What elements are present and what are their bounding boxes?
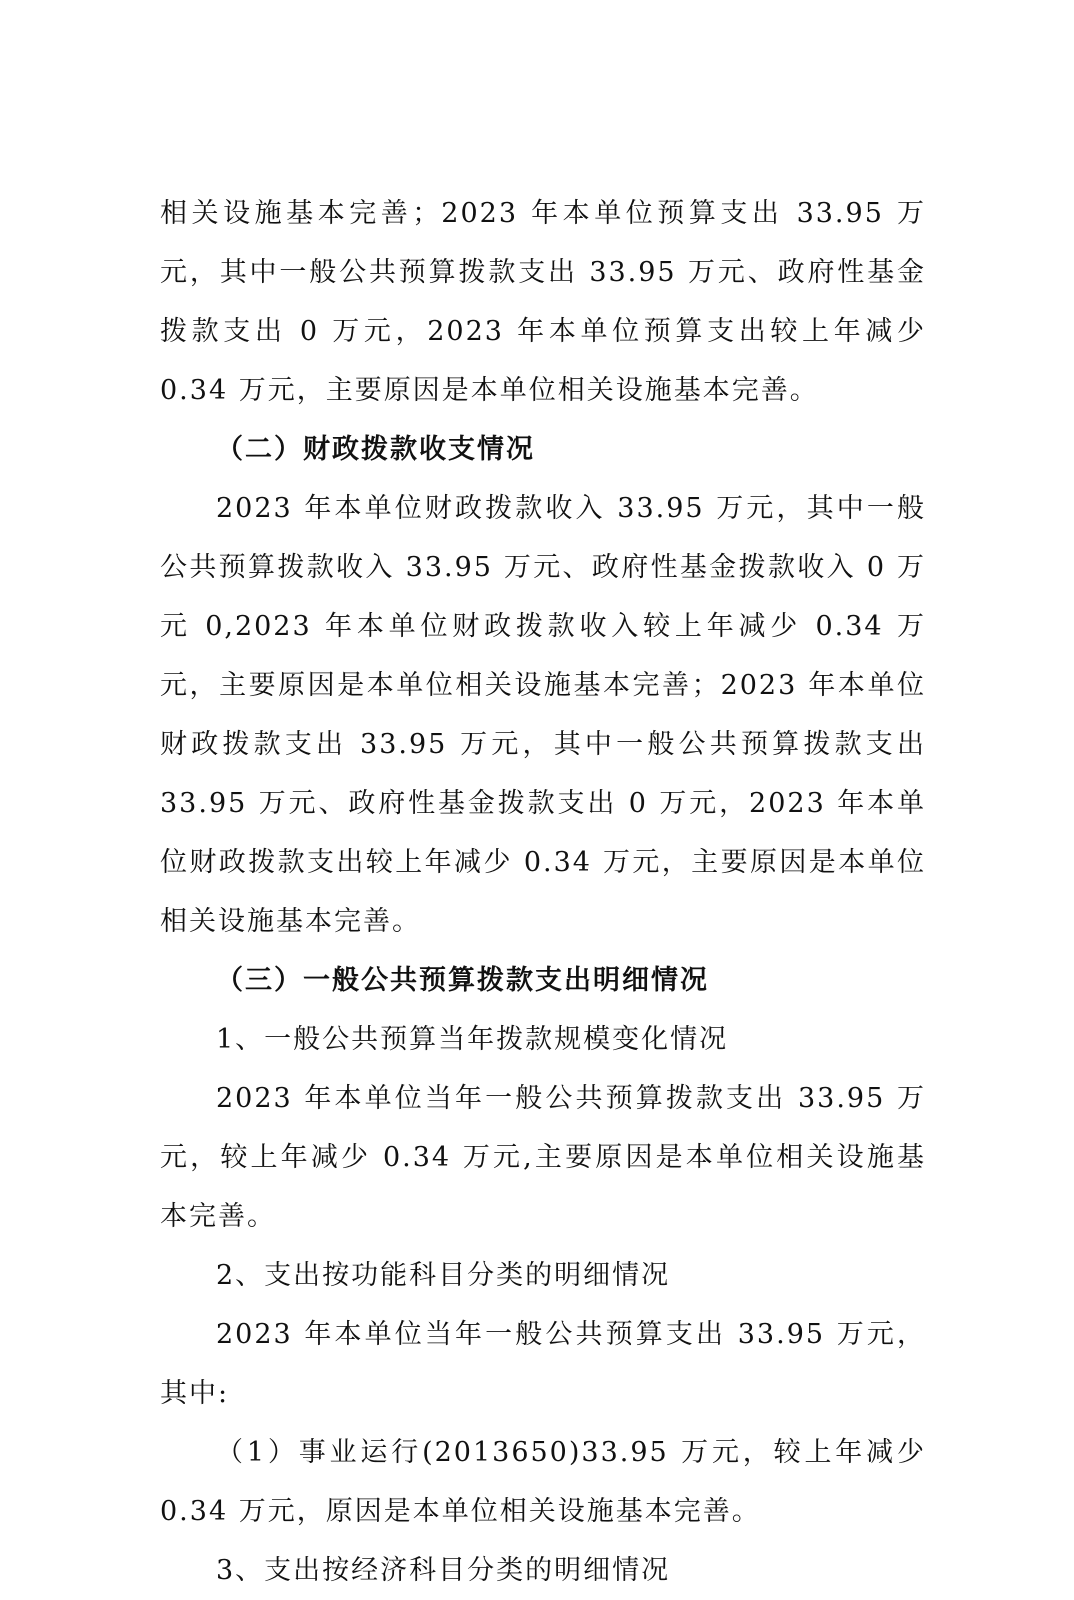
subheading-functional-classification: 2、支出按功能科目分类的明细情况	[216, 1260, 671, 1291]
subheading-economic-classification: 3、支出按经济科目分类的明细情况	[216, 1555, 671, 1586]
paragraph-budget-expenditure: 相关设施基本完善；2023 年本单位预算支出 33.95 万元，其中一般公共预算拨款支出 33.95 万元、政府性基金拨款支出 0 万元，2023 年本单位预算支出较上年减少 0.34 万元，主要原因是本单位相关设施基本完善。	[160, 198, 926, 406]
heading-fiscal-appropriation: （二）财政拨款收支情况	[216, 434, 535, 465]
document-page	[160, 184, 926, 1600]
heading-general-public-budget-detail: （三）一般公共预算拨款支出明细情况	[216, 965, 709, 996]
paragraph-scale-change: 2023 年本单位当年一般公共预算拨款支出 33.95 万元，较上年减少 0.34 万元,主要原因是本单位相关设施基本完善。	[160, 1083, 926, 1232]
subheading-scale-change: 1、一般公共预算当年拨款规模变化情况	[216, 1024, 729, 1055]
paragraph-functional-item-1: （1）事业运行(2013650)33.95 万元，较上年减少 0.34 万元，原因是本单位相关设施基本完善。	[160, 1437, 926, 1527]
paragraph-fiscal-appropriation: 2023 年本单位财政拨款收入 33.95 万元，其中一般公共预算拨款收入 33.95 万元、政府性基金拨款收入 0 万元 0,2023 年本单位财政拨款收入较上年减少 0.34 万元，主要原因是本单位相关设施基本完善；2023 年本单位财政拨款支出 33.95 万元，其中一般公共预算拨款支出 33.95 万元、政府性基金拨款支出 0 万元，2023 年本单位财政拨款支出较上年减少 0.34 万元，主要原因是本单位相关设施基本完善。	[160, 493, 926, 937]
paragraph-functional-intro: 2023 年本单位当年一般公共预算支出 33.95 万元，其中:	[160, 1319, 926, 1409]
